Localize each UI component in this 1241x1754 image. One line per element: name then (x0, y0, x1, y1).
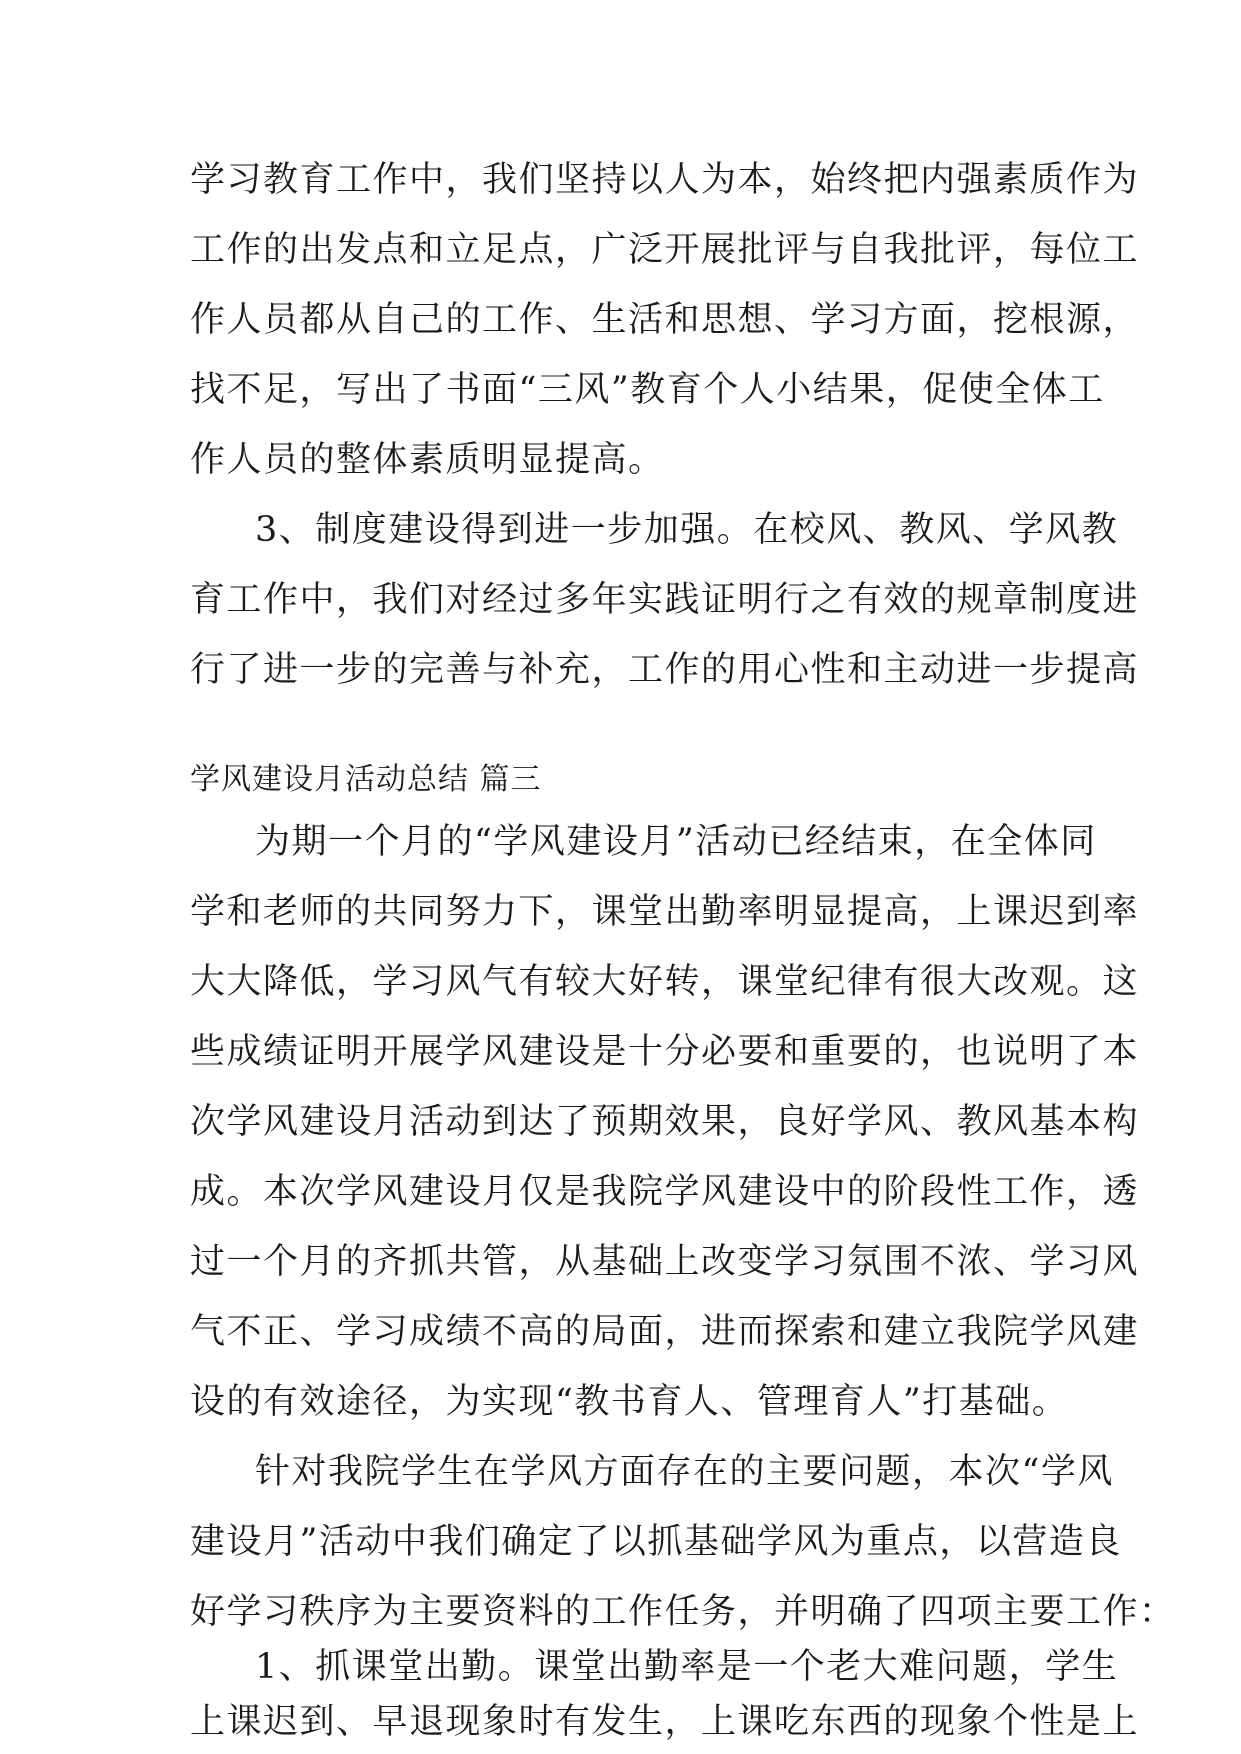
paragraph-line: 找不足，写出了书面“三风”教育个人小结果，促使全体工 (190, 370, 1105, 410)
paragraph-line: 上课迟到、早退现象时有发生，上课吃东西的现象个性是上 (190, 1702, 1140, 1742)
paragraph-line: 气不正、学习成绩不高的局面，进而探索和建立我院学风建 (190, 1312, 1140, 1352)
section-heading: 学风建设月活动总结 篇三 (190, 762, 542, 797)
paragraph-line: 为期一个月的“学风建设月”活动已经结束，在全体同 (255, 822, 1097, 862)
paragraph-line: 作人员的整体素质明显提高。 (190, 440, 665, 480)
paragraph-line: 育工作中，我们对经过多年实践证明行之有效的规章制度进 (190, 580, 1140, 620)
paragraph-line: 建设月”活动中我们确定了以抓基础学风为重点，以营造良 (190, 1522, 1122, 1562)
paragraph-line: 3、制度建设得到进一步加强。在校风、教风、学风教 (255, 510, 1119, 550)
paragraph-line: 作人员都从自己的工作、生活和思想、学习方面，挖根源， (190, 300, 1140, 340)
paragraph-line: 些成绩证明开展学风建设是十分必要和重要的，也说明了本 (190, 1032, 1140, 1072)
paragraph-line: 学习教育工作中，我们坚持以人为本，始终把内强素质作为 (190, 160, 1140, 200)
paragraph-line: 过一个月的齐抓共管，从基础上改变学习氛围不浓、学习风 (190, 1242, 1140, 1282)
paragraph-line: 设的有效途径，为实现“教书育人、管理育人”打基础。 (190, 1382, 1069, 1422)
paragraph-line: 工作的出发点和立足点，广泛开展批评与自我批评，每位工 (190, 230, 1140, 270)
paragraph-line: 次学风建设月活动到达了预期效果，良好学风、教风基本构 (190, 1102, 1140, 1142)
paragraph-line: 大大降低，学习风气有较大好转，课堂纪律有很大改观。这 (190, 962, 1140, 1002)
paragraph-line: 学和老师的共同努力下，课堂出勤率明显提高，上课迟到率 (190, 892, 1140, 932)
paragraph-line: 好学习秩序为主要资料的工作任务，并明确了四项主要工作： (190, 1592, 1176, 1632)
paragraph-line: 成。本次学风建设月仅是我院学风建设中的阶段性工作，透 (190, 1172, 1140, 1212)
paragraph-line: 1、抓课堂出勤。课堂出勤率是一个老大难问题，学生 (255, 1647, 1119, 1687)
paragraph-line: 针对我院学生在学风方面存在的主要问题，本次“学风 (255, 1452, 1114, 1492)
paragraph-line: 行了进一步的完善与补充，工作的用心性和主动进一步提高 (190, 650, 1140, 690)
